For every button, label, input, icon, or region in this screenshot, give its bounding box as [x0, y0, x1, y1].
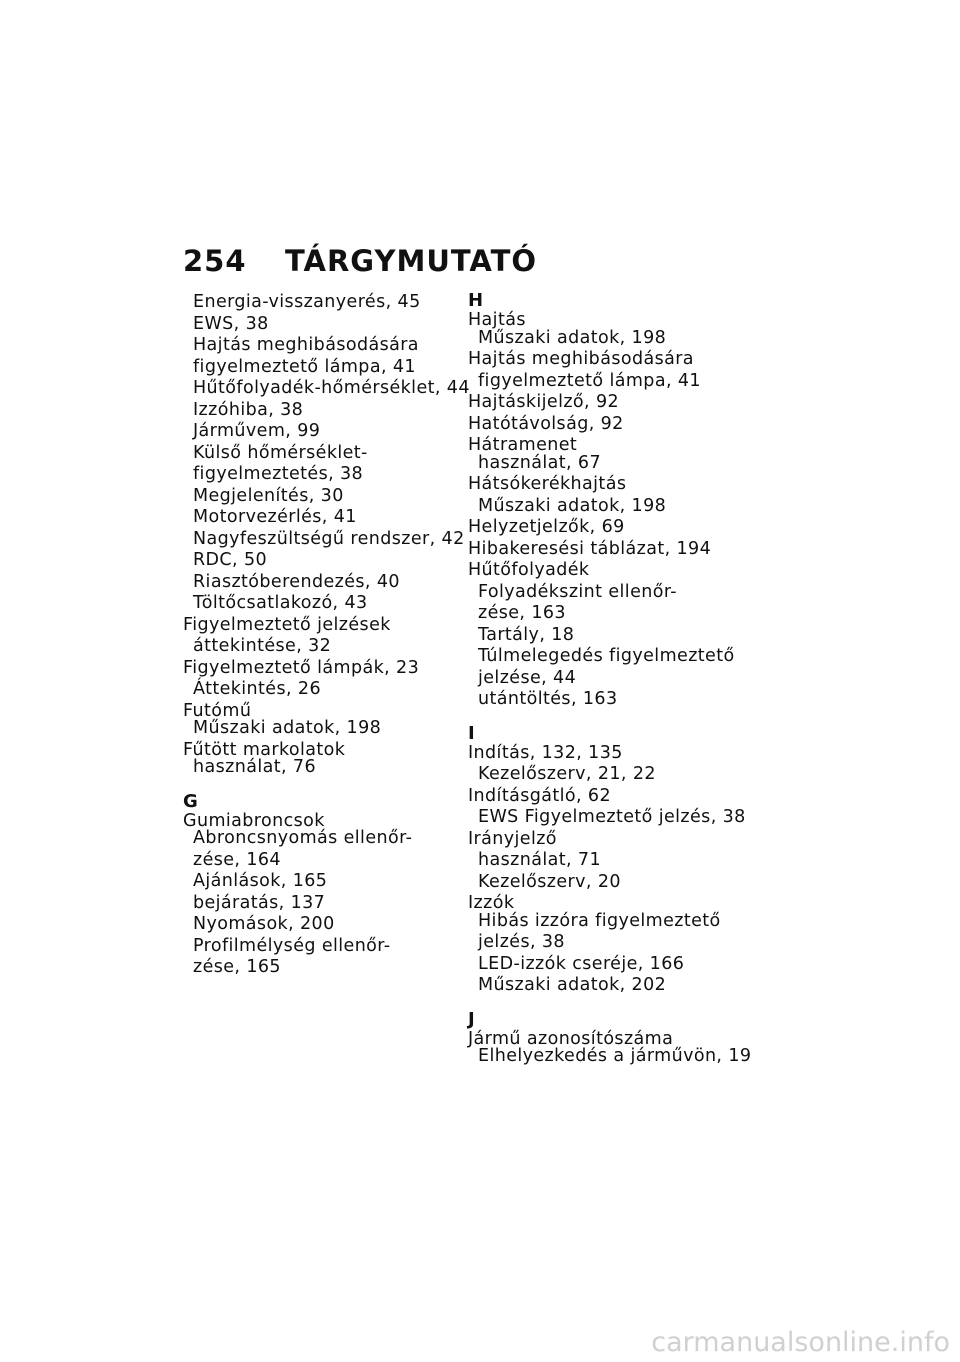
- index-subentry: Külső hőmérséklet-: [193, 442, 368, 463]
- index-entry: Izzók: [468, 893, 515, 913]
- page-header: [183, 244, 537, 278]
- index-subentry: figyelmeztető lámpa, 41: [193, 356, 416, 377]
- index-subentry: EWS Figyelmeztető jelzés, 38: [478, 807, 746, 827]
- index-entry: Jármű azonosítószáma: [468, 1028, 674, 1049]
- index-subentry: Motorvezérlés, 41: [193, 507, 357, 527]
- index-subentry: zése, 163: [478, 603, 566, 623]
- index-subentry: Járművem, 99: [193, 421, 321, 441]
- index-subentry: használat, 67: [478, 452, 601, 473]
- index-subentry: Műszaki adatok, 198: [478, 495, 667, 516]
- index-subentry: Nyomások, 200: [193, 914, 335, 934]
- index-entry: Indításgátló, 62: [468, 785, 611, 806]
- index-subentry: Hajtás meghibásodására: [193, 335, 419, 355]
- index-entry: Hajtás meghibásodására: [468, 349, 694, 369]
- index-entry: Figyelmeztető lámpák, 23: [183, 657, 420, 678]
- index-subentry: Kezelőszerv, 20: [478, 871, 621, 892]
- index-subentry: Riasztóberendezés, 40: [193, 571, 400, 592]
- index-section-letter: H: [468, 290, 484, 311]
- index-subentry: LED-izzók cseréje, 166: [478, 953, 685, 974]
- index-section-letter: G: [183, 790, 199, 812]
- index-subentry: Töltőcsatlakozó, 43: [193, 593, 368, 613]
- index-entry: Hibakeresési táblázat, 194: [468, 538, 712, 559]
- index-column-left: [183, 292, 470, 979]
- index-subentry: RDC, 50: [193, 550, 268, 570]
- index-subentry: Elhelyezkedés a járművön, 19: [478, 1046, 752, 1066]
- index-entry: Hátsókerékhajtás: [468, 474, 627, 494]
- index-subentry: zése, 164: [193, 849, 281, 870]
- index-column-right: [468, 292, 758, 1068]
- index-subentry: Túlmelegedés figyelmeztető: [478, 646, 735, 666]
- page-title: TÁRGYMUTATÓ: [285, 244, 538, 278]
- index-entry: Irányjelző: [468, 828, 557, 849]
- index-entry: Gumiabroncsok: [183, 810, 325, 831]
- index-entry: Hatótávolság, 92: [468, 413, 624, 434]
- index-subentry: Megjelenítés, 30: [193, 485, 344, 506]
- index-entry: Fűtött markolatok: [183, 739, 346, 760]
- page-number: 254: [183, 244, 247, 278]
- index-subentry: használat, 76: [193, 757, 316, 777]
- index-subentry: Műszaki adatok, 198: [193, 718, 382, 738]
- index-entry: Figyelmeztető jelzések: [183, 614, 391, 635]
- index-section-letter: J: [468, 1008, 476, 1030]
- index-subentry: jelzés, 38: [478, 932, 565, 952]
- index-subentry: Kezelőszerv, 21, 22: [478, 764, 656, 784]
- index-subentry: Hibás izzóra figyelmeztető: [478, 910, 721, 931]
- index-section-letter: I: [468, 722, 476, 744]
- index-entry: Hajtás: [468, 310, 526, 330]
- index-subentry: jelzése, 44: [478, 667, 577, 688]
- index-subentry: Nagyfeszültségű rendszer, 42: [193, 528, 465, 549]
- index-entry: Indítás, 132, 135: [468, 742, 623, 763]
- index-subentry: bejáratás, 137: [193, 892, 326, 913]
- index-subentry: Abroncsnyomás ellenőr-: [193, 828, 413, 848]
- index-subentry: Profilmélység ellenőr-: [193, 935, 391, 956]
- index-subentry: EWS, 38: [193, 313, 269, 334]
- index-subentry: használat, 71: [478, 850, 601, 870]
- index-subentry: Hűtőfolyadék-hőmérséklet, 44: [193, 378, 470, 398]
- index-subentry: Folyadékszint ellenőr-: [478, 581, 678, 602]
- watermark: carmanualsonline.info: [651, 1327, 950, 1358]
- index-subentry: Ajánlások, 165: [193, 871, 328, 891]
- index-subentry: Tartály, 18: [478, 624, 575, 645]
- index-entry: Hátramenet: [468, 435, 578, 455]
- index-subentry: figyelmeztetés, 38: [193, 464, 364, 484]
- index-subentry: Izzóhiba, 38: [193, 399, 304, 420]
- index-subentry: Áttekintés, 26: [193, 679, 321, 699]
- index-subentry: Műszaki adatok, 198: [478, 327, 667, 348]
- index-subentry: Energia-visszanyerés, 45: [193, 292, 421, 312]
- index-entry: Hűtőfolyadék: [468, 560, 590, 580]
- index-entry: Hajtáskijelző, 92: [468, 392, 620, 412]
- index-subentry: zése, 165: [193, 957, 281, 977]
- index-subentry: figyelmeztető lámpa, 41: [478, 370, 701, 391]
- index-subentry: Műszaki adatok, 202: [478, 975, 667, 995]
- index-entry: Futómű: [183, 700, 252, 721]
- index-subentry: áttekintése, 32: [193, 636, 332, 656]
- index-subentry: utántöltés, 163: [478, 689, 618, 709]
- index-entry: Helyzetjelzők, 69: [468, 517, 625, 537]
